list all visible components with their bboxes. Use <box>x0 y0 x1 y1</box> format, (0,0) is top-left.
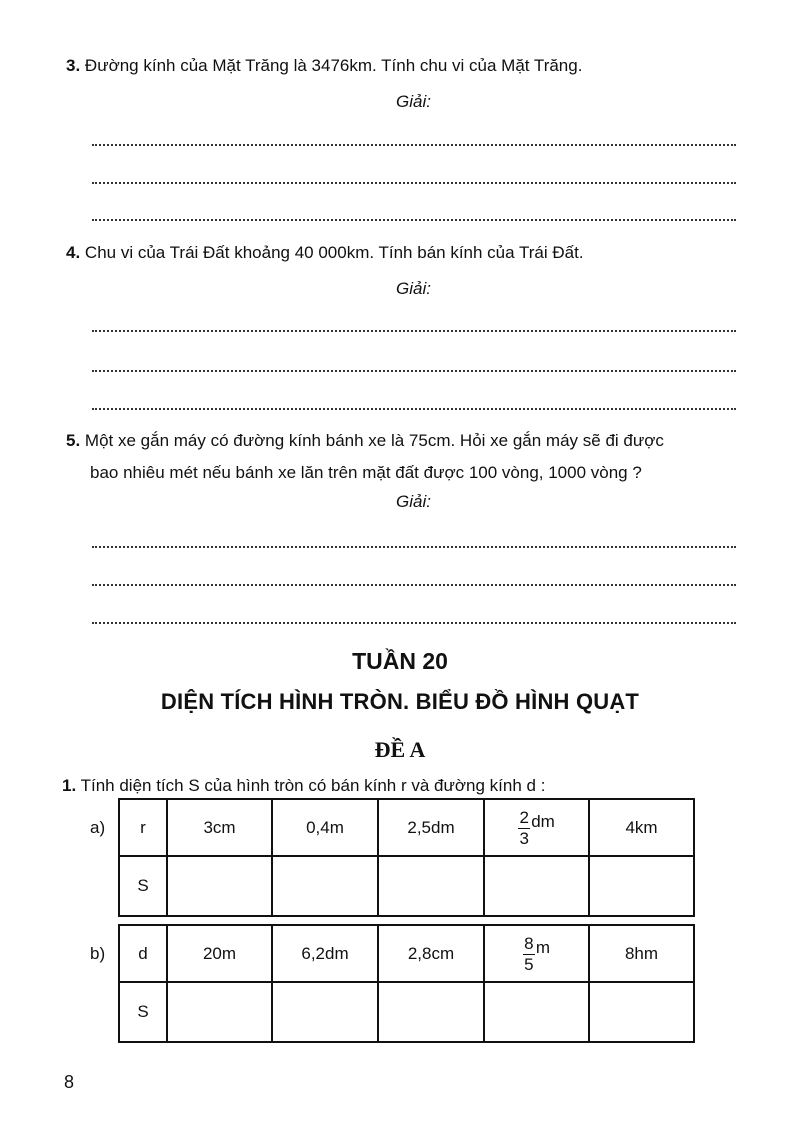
answer-line[interactable] <box>92 182 736 184</box>
table-cell: 4km <box>589 799 694 856</box>
table-cell: 2,8cm <box>378 925 484 982</box>
answer-line[interactable] <box>92 584 736 586</box>
answer-cell[interactable] <box>272 982 378 1042</box>
exercise-5-solution-label: Giải: <box>396 492 431 511</box>
fraction-unit: m <box>535 938 551 957</box>
exercise-1-number: 1. <box>62 776 77 795</box>
table-a-result-label: S <box>119 856 167 916</box>
table-b-result-label: S <box>119 982 167 1042</box>
fraction <box>523 935 535 974</box>
exercise-5-text-line-2: bao nhiêu mét nếu bánh xe lăn trên mặt đất được 100 vòng, 1000 vòng ? <box>90 463 642 482</box>
exercise-3-number: 3. <box>66 56 81 75</box>
fraction-numerator: 2 <box>519 807 529 827</box>
table-cell: 3cm <box>167 799 272 856</box>
table-cell-fraction <box>484 799 589 856</box>
exercise-4-text: Chu vi của Trái Đất khoảng 40 000km. Tính bán kính của Trái Đất. <box>84 243 584 262</box>
exercise-5-number: 5. <box>66 431 81 450</box>
fraction-denominator: 3 <box>519 828 529 848</box>
table-row <box>119 856 694 916</box>
table-b <box>118 924 695 1043</box>
exercise-3 <box>66 53 582 79</box>
answer-cell[interactable] <box>589 856 694 916</box>
answer-line[interactable] <box>92 219 736 221</box>
answer-line[interactable] <box>92 144 736 146</box>
exercise-3-text: Đường kính của Mặt Trăng là 3476km. Tính chu vi của Mặt Trăng. <box>84 56 583 75</box>
table-row <box>119 925 694 982</box>
answer-cell[interactable] <box>484 982 589 1042</box>
page-number: 8 <box>64 1072 75 1092</box>
fraction-denominator: 5 <box>524 954 534 974</box>
table-cell: 6,2dm <box>272 925 378 982</box>
table-cell: 0,4m <box>272 799 378 856</box>
exercise-5 <box>66 428 664 454</box>
answer-cell[interactable] <box>589 982 694 1042</box>
table-a-header-cell: r <box>119 799 167 856</box>
answer-line[interactable] <box>92 408 736 410</box>
table-a <box>118 798 695 917</box>
answer-line[interactable] <box>92 330 736 332</box>
week-title: TUẦN 20 <box>352 648 448 674</box>
exercise-3-solution-label: Giải: <box>396 92 431 111</box>
table-b-label: b) <box>90 944 106 963</box>
fraction-unit: dm <box>531 812 555 831</box>
table-a-label: a) <box>90 818 106 837</box>
answer-cell[interactable] <box>167 856 272 916</box>
answer-cell[interactable] <box>272 856 378 916</box>
answer-line[interactable] <box>92 622 736 624</box>
answer-cell[interactable] <box>378 856 484 916</box>
table-row <box>119 799 694 856</box>
exercise-4-number: 4. <box>66 243 81 262</box>
answer-cell[interactable] <box>484 856 589 916</box>
fraction-numerator: 8 <box>524 933 534 953</box>
table-row <box>119 982 694 1042</box>
test-title: ĐỀ A <box>374 737 426 762</box>
table-cell: 2,5dm <box>378 799 484 856</box>
table-cell: 20m <box>167 925 272 982</box>
table-b-header-cell: d <box>119 925 167 982</box>
exercise-5-text-line-1: Một xe gắn máy có đường kính bánh xe là 75cm. Hỏi xe gắn máy sẽ đi được <box>84 431 664 450</box>
table-cell: 8hm <box>589 925 694 982</box>
answer-line[interactable] <box>92 546 736 548</box>
exercise-1-text: Tính diện tích S của hình tròn có bán kính r và đường kính d : <box>80 776 546 795</box>
answer-cell[interactable] <box>167 982 272 1042</box>
exercise-4-solution-label: Giải: <box>396 279 431 298</box>
answer-line[interactable] <box>92 370 736 372</box>
exercise-1 <box>62 773 545 799</box>
lesson-title: DIỆN TÍCH HÌNH TRÒN. BIỂU ĐỒ HÌNH QUẠT <box>160 689 640 714</box>
fraction <box>518 809 530 848</box>
answer-cell[interactable] <box>378 982 484 1042</box>
table-cell-fraction <box>484 925 589 982</box>
exercise-4 <box>66 240 584 266</box>
